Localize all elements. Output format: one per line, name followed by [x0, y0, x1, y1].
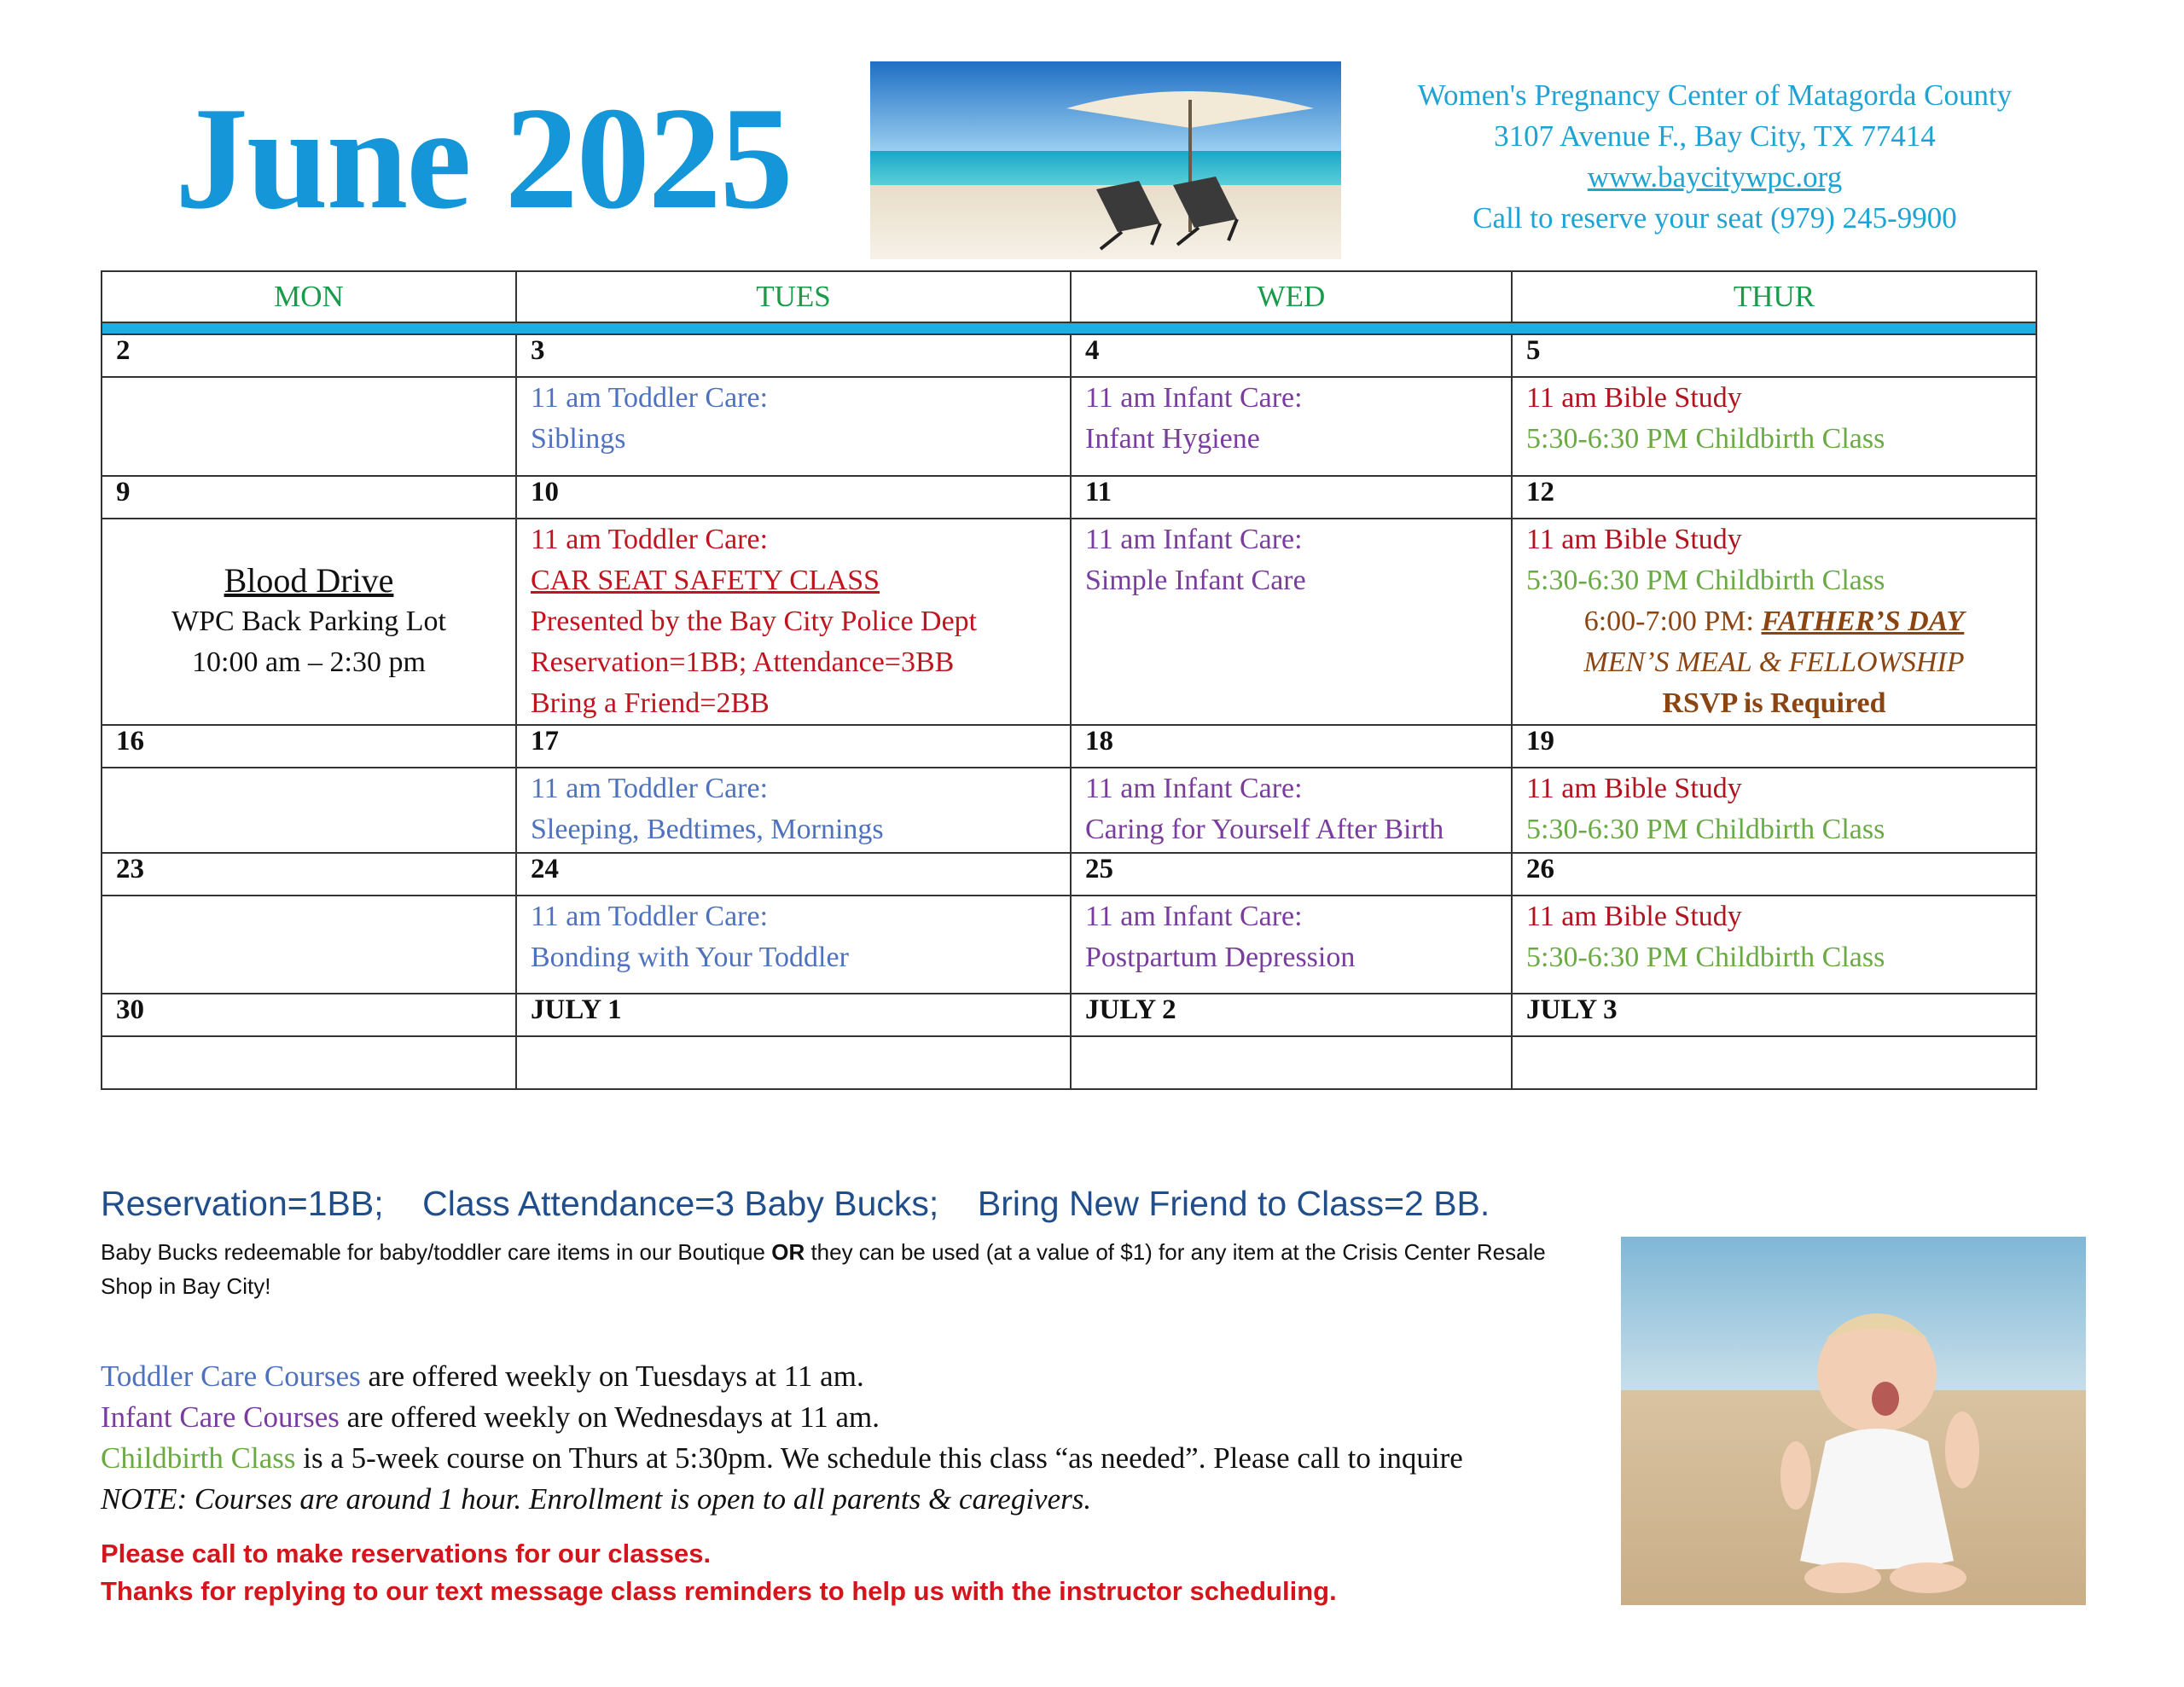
fathers-day-time: 6:00-7:00 PM:	[1583, 606, 1762, 637]
event-line: Presented by the Bay City Police Dept	[531, 606, 978, 637]
day-header-row	[102, 271, 2036, 322]
date-number: JULY 1	[516, 994, 1071, 1036]
event-line: 11 am Toddler Care:	[531, 901, 769, 932]
event-line: 5:30-6:30 PM Childbirth Class	[1526, 814, 1885, 845]
beach-photo	[870, 61, 1341, 259]
reminder-notice-line: Thanks for replying to our text message class reminders to help us with the instructor scheduling.	[101, 1576, 1337, 1606]
baby-bucks-note	[101, 1235, 1602, 1303]
date-number: 11	[1071, 476, 1512, 519]
toddler-courses-line	[101, 1356, 1670, 1397]
event-line: Infant Hygiene	[1085, 423, 1260, 455]
date-row	[102, 853, 2036, 896]
date-number: 3	[516, 334, 1071, 377]
event-line: 11 am Toddler Care:	[531, 773, 769, 804]
event-line: WPC Back Parking Lot	[171, 606, 447, 637]
day-header: THUR	[1512, 271, 2036, 322]
date-number: 2	[102, 334, 516, 377]
events-row	[102, 519, 2036, 725]
date-number: JULY 3	[1512, 994, 2036, 1036]
event-line: 11 am Toddler Care:	[531, 524, 769, 555]
events-row	[102, 768, 2036, 853]
event-line: Postpartum Depression	[1085, 942, 1356, 973]
date-number: 4	[1071, 334, 1512, 377]
calendar-table	[101, 270, 2037, 1090]
toddler-courses-text: are offered weekly on Tuesdays at 11 am.	[360, 1359, 864, 1393]
event-line: 11 am Infant Care:	[1085, 382, 1303, 414]
infant-courses-label: Infant Care Courses	[101, 1400, 340, 1434]
event-line: Siblings	[531, 423, 626, 455]
event-line: 5:30-6:30 PM Childbirth Class	[1526, 423, 1885, 455]
baby-bucks-note-part1: Baby Bucks redeemable for baby/toddler care items in our Boutique	[101, 1239, 772, 1265]
org-phone: Call to reserve your seat (979) 245-9900	[1472, 201, 1957, 235]
day-cell	[1071, 1036, 1512, 1089]
childbirth-class-line	[101, 1438, 1670, 1479]
day-cell	[102, 519, 516, 725]
day-cell	[102, 896, 516, 994]
event-line: Simple Infant Care	[1085, 565, 1306, 596]
event-line: 11 am Bible Study	[1526, 773, 1742, 804]
reservation-notice-line: Please call to make reservations for our classes.	[101, 1539, 712, 1568]
event-line: Bring a Friend=2BB	[531, 687, 770, 719]
courses-info	[101, 1356, 1670, 1520]
event-line: 11 am Infant Care:	[1085, 773, 1303, 804]
infant-courses-text: are offered weekly on Wednesdays at 11 am.	[339, 1400, 880, 1434]
baby-photo	[1621, 1237, 2086, 1605]
day-header: MON	[102, 271, 516, 322]
event-line: RSVP is Required	[1662, 687, 1886, 719]
date-number: 18	[1071, 725, 1512, 768]
day-cell	[516, 896, 1071, 994]
events-row	[102, 896, 2036, 994]
day-cell	[102, 377, 516, 476]
date-number: 12	[1512, 476, 2036, 519]
event-line: 5:30-6:30 PM Childbirth Class	[1526, 565, 1885, 596]
date-row	[102, 725, 2036, 768]
date-number: 10	[516, 476, 1071, 519]
date-number: 17	[516, 725, 1071, 768]
day-cell	[516, 1036, 1071, 1089]
event-line: 11 am Bible Study	[1526, 382, 1742, 414]
org-address: 3107 Avenue F., Bay City, TX 77414	[1494, 119, 1936, 153]
courses-note: NOTE: Courses are around 1 hour. Enrollment is open to all parents & caregivers.	[101, 1482, 1092, 1516]
events-row	[102, 1036, 2036, 1089]
fathers-day-title: FATHER’S DAY	[1761, 606, 1965, 637]
day-cell	[516, 519, 1071, 725]
date-number: 5	[1512, 334, 2036, 377]
day-cell	[102, 768, 516, 853]
date-row	[102, 476, 2036, 519]
date-number: 19	[1512, 725, 2036, 768]
reservation-notice	[101, 1535, 1337, 1610]
org-name: Women's Pregnancy Center of Matagorda County	[1417, 78, 2013, 112]
date-row	[102, 994, 2036, 1036]
date-row	[102, 334, 2036, 377]
day-cell	[1071, 377, 1512, 476]
blood-drive-title: Blood Drive	[224, 561, 394, 600]
page-title: June 2025	[175, 78, 792, 240]
day-cell	[1512, 519, 2036, 725]
event-line: 11 am Toddler Care:	[531, 382, 769, 414]
day-cell	[1512, 896, 2036, 994]
childbirth-class-label: Childbirth Class	[101, 1441, 296, 1475]
childbirth-class-text: is a 5-week course on Thurs at 5:30pm. We schedule this class “as needed”. Please call to inquire	[295, 1441, 1463, 1475]
event-line: Sleeping, Bedtimes, Mornings	[531, 814, 884, 845]
event-line: CAR SEAT SAFETY CLASS	[531, 565, 880, 596]
day-cell	[1512, 1036, 2036, 1089]
header-accent-bar	[102, 322, 2036, 334]
calendar-body	[102, 322, 2036, 1089]
day-cell	[102, 1036, 516, 1089]
fathers-day-event	[1526, 601, 2022, 642]
event-line: Bonding with Your Toddler	[531, 942, 849, 973]
event-line: 10:00 am – 2:30 pm	[192, 646, 426, 678]
event-line: 11 am Bible Study	[1526, 901, 1742, 932]
event-line: 5:30-6:30 PM Childbirth Class	[1526, 942, 1885, 973]
event-line: 11 am Infant Care:	[1085, 901, 1303, 932]
day-cell	[1071, 768, 1512, 853]
event-line: Caring for Yourself After Birth	[1085, 814, 1444, 845]
day-cell	[1071, 519, 1512, 725]
event-line: MEN’S MEAL & FELLOWSHIP	[1583, 646, 1965, 678]
org-info	[1331, 75, 2099, 239]
infant-courses-line	[101, 1397, 1670, 1438]
day-cell	[1512, 768, 2036, 853]
date-number: 16	[102, 725, 516, 768]
date-number: JULY 2	[1071, 994, 1512, 1036]
date-number: 24	[516, 853, 1071, 896]
date-number: 26	[1512, 853, 2036, 896]
toddler-courses-label: Toddler Care Courses	[101, 1359, 361, 1393]
baby-bucks-note-or: OR	[771, 1239, 805, 1265]
date-number: 9	[102, 476, 516, 519]
event-line: 11 am Infant Care:	[1085, 524, 1303, 555]
baby-bucks-summary: Reservation=1BB; Class Attendance=3 Baby Bucks; Bring New Friend to Class=2 BB.	[101, 1184, 1490, 1223]
day-header: TUES	[516, 271, 1071, 322]
day-cell	[516, 377, 1071, 476]
day-cell	[1512, 377, 2036, 476]
day-cell	[516, 768, 1071, 853]
date-number: 30	[102, 994, 516, 1036]
events-row	[102, 377, 2036, 476]
baby-bucks-note-part2: they can be used (at a value of $1) for any item at the Crisis Center Resale Shop in Bay City!	[101, 1239, 1546, 1299]
day-cell	[1071, 896, 1512, 994]
org-website-link[interactable]: www.baycitywpc.org	[1587, 160, 1843, 194]
date-number: 25	[1071, 853, 1512, 896]
event-line: 11 am Bible Study	[1526, 524, 1742, 555]
day-header: WED	[1071, 271, 1512, 322]
date-number: 23	[102, 853, 516, 896]
event-line: Reservation=1BB; Attendance=3BB	[531, 646, 955, 678]
